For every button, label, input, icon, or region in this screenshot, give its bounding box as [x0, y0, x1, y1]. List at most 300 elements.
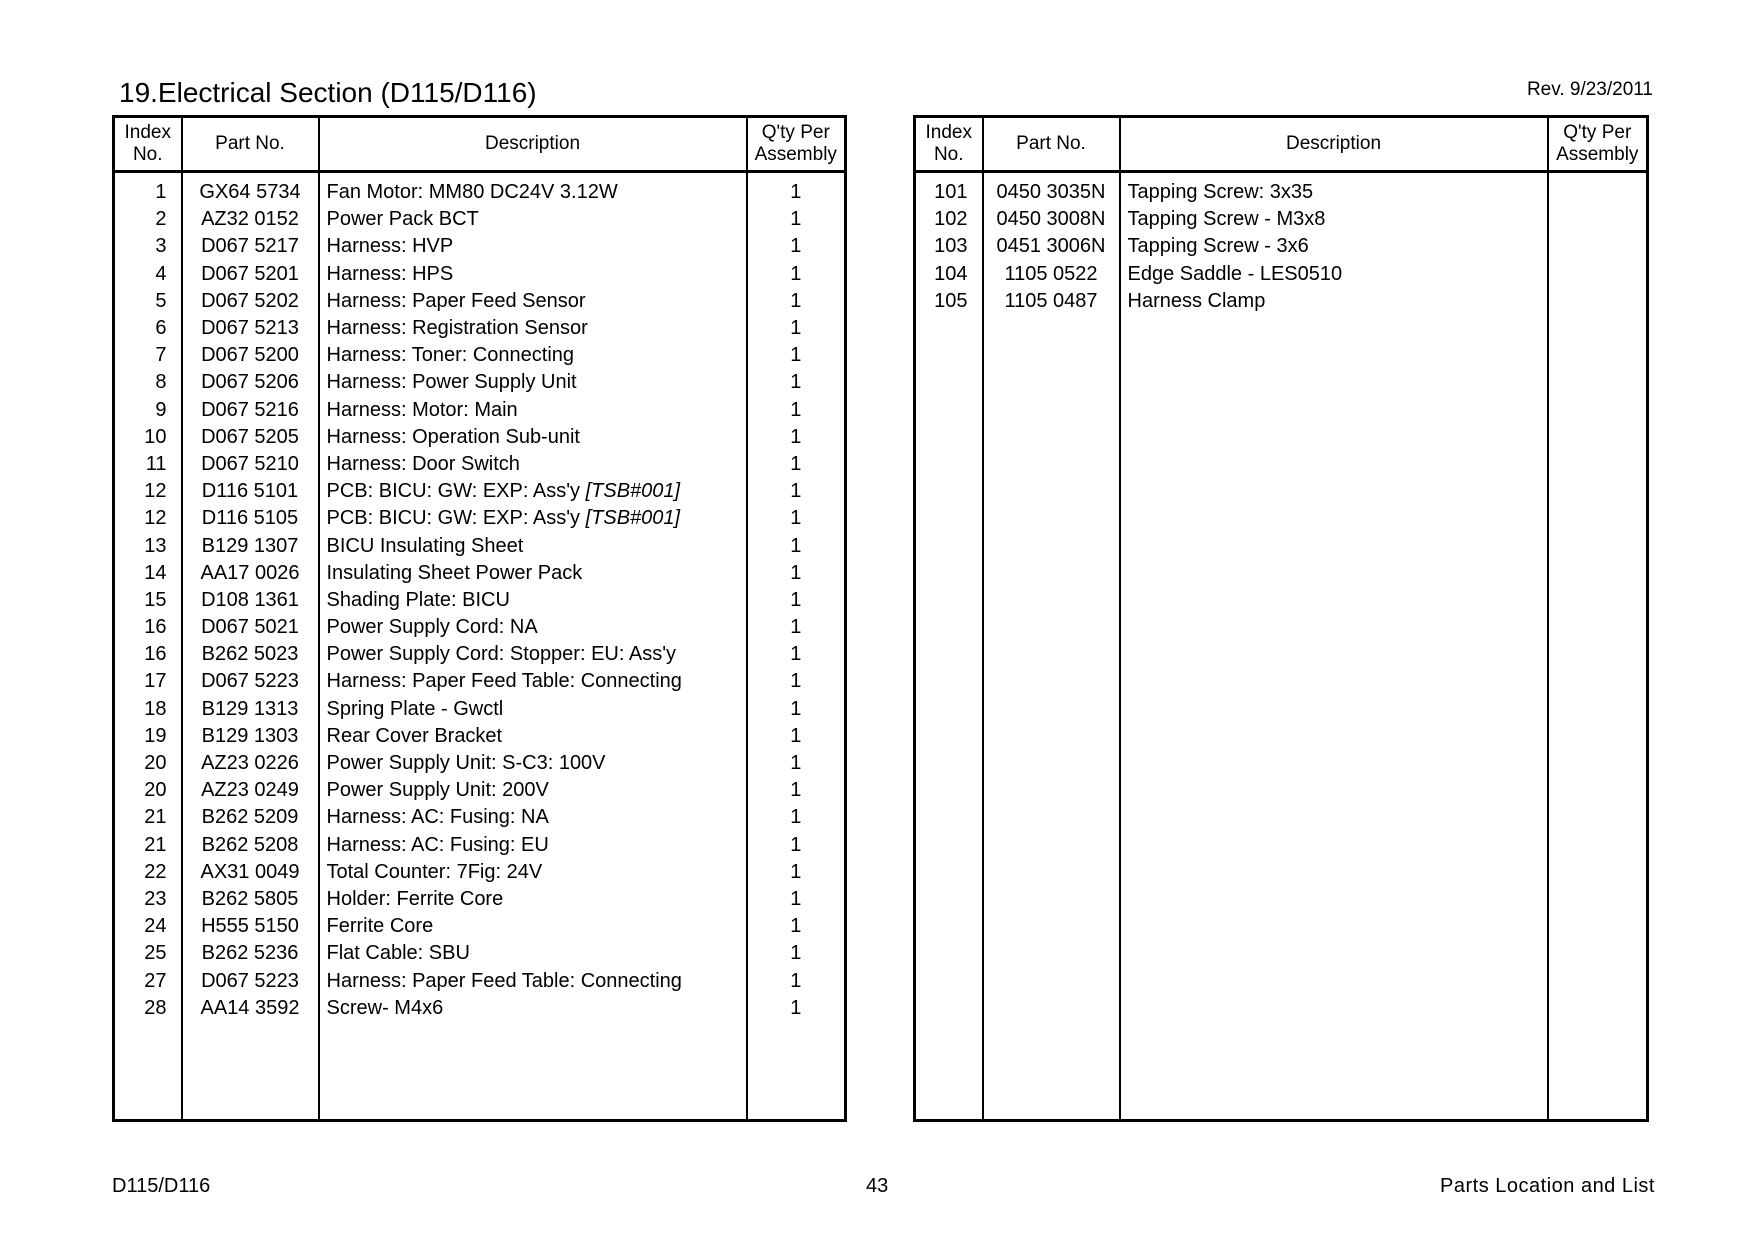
qty-cell-text: 1 [790, 480, 802, 503]
part-number-cell-text: 1105 0487 [1004, 289, 1098, 312]
part-number-cell-text: AX31 0049 [200, 860, 300, 883]
index-cell [114, 369, 182, 396]
part-number-cell [182, 261, 319, 288]
description-cell-text: Power Supply Cord: NA [326, 616, 538, 639]
description-cell [319, 424, 747, 451]
part-number-cell [182, 940, 319, 967]
qty-cell-text: 1 [790, 697, 802, 720]
description-cell-text: Power Supply Cord: Stopper: EU: Ass'y [326, 643, 677, 666]
description-cell [319, 315, 747, 342]
table-row [114, 505, 846, 532]
index-cell [114, 641, 182, 668]
table-row [114, 206, 846, 233]
qty-cell [747, 315, 846, 342]
empty-cell [915, 315, 983, 1121]
description-cell [319, 804, 747, 831]
description-cell [1120, 172, 1548, 207]
qty-cell-text: 1 [790, 262, 802, 285]
index-cell [114, 532, 182, 559]
table-row [114, 940, 846, 967]
description-cell-text: Harness: Toner: Connecting [326, 344, 575, 367]
index-cell-text: 101 [934, 181, 968, 204]
part-number-cell [983, 261, 1120, 288]
description-cell [319, 913, 747, 940]
qty-cell [747, 261, 846, 288]
qty-cell [747, 967, 846, 994]
index-cell-text: 6 [155, 317, 167, 340]
table-row [114, 424, 846, 451]
part-number-cell [182, 206, 319, 233]
part-number-cell [182, 696, 319, 723]
qty-cell [747, 560, 846, 587]
description-cell [319, 342, 747, 369]
qty-cell [747, 723, 846, 750]
description-cell [319, 560, 747, 587]
description-cell [1120, 233, 1548, 260]
index-cell [114, 940, 182, 967]
index-cell [114, 995, 182, 1022]
qty-cell-text: 1 [790, 616, 802, 639]
description-cell [319, 451, 747, 478]
description-cell [319, 478, 747, 505]
description-cell-text: Harness: Paper Feed Sensor [326, 289, 586, 312]
qty-cell-text: 1 [790, 996, 802, 1019]
table-row [114, 777, 846, 804]
index-cell [114, 424, 182, 451]
description-cell-text: Harness: Paper Feed Table: Connecting [326, 969, 682, 992]
part-number-cell-text: AZ32 0152 [201, 208, 299, 231]
part-number-cell-text: D116 5101 [201, 480, 299, 503]
part-number-cell-text: B262 5023 [201, 643, 299, 666]
qty-cell [1548, 288, 1648, 315]
description-cell [319, 587, 747, 614]
part-number-cell-text: D067 5213 [201, 317, 299, 340]
qty-cell [747, 172, 846, 207]
index-cell [114, 886, 182, 913]
footer-model: D115/D116 [112, 1175, 211, 1197]
index-cell-text: 10 [144, 425, 167, 448]
qty-cell-text: 1 [790, 398, 802, 421]
table-row [114, 913, 846, 940]
description-cell-text: Harness: Motor: Main [326, 398, 518, 421]
description-cell-text: PCB: BICU: GW: EXP: Ass'y [326, 480, 581, 503]
table-row [114, 614, 846, 641]
index-cell-text: 102 [934, 208, 968, 231]
description-cell-text: Ferrite Core [326, 915, 434, 938]
table-row [114, 532, 846, 559]
qty-cell [747, 614, 846, 641]
parts-table-left-body [114, 172, 846, 1121]
description-cell [319, 995, 747, 1022]
index-column-header: Index No. [915, 117, 983, 172]
index-cell [114, 723, 182, 750]
table-header-row [114, 117, 846, 172]
index-cell-text: 4 [155, 262, 167, 285]
revision-date: Rev. 9/23/2011 [1526, 79, 1653, 100]
empty-cell [747, 1022, 846, 1120]
description-cell-text: Harness: Operation Sub-unit [326, 425, 580, 448]
index-cell [114, 451, 182, 478]
description-cell [319, 696, 747, 723]
index-cell [114, 233, 182, 260]
part-number-cell [182, 913, 319, 940]
qty-cell [747, 342, 846, 369]
qty-cell [747, 913, 846, 940]
parts-table-left [112, 115, 847, 1122]
part-number-cell-text: GX64 5734 [199, 181, 301, 204]
table-row [114, 342, 846, 369]
part-number-cell [182, 233, 319, 260]
index-cell [114, 206, 182, 233]
part-number-cell [182, 995, 319, 1022]
table-row [114, 750, 846, 777]
description-cell [319, 233, 747, 260]
index-cell [114, 750, 182, 777]
part-number-cell-text: D108 1361 [201, 588, 299, 611]
tsb-note: [TSB#001] [585, 507, 681, 530]
empty-cell [114, 1022, 182, 1120]
part-number-cell [983, 233, 1120, 260]
part-number-cell-text: B129 1307 [201, 534, 299, 557]
index-cell-text: 20 [144, 752, 167, 775]
qty-cell [747, 451, 846, 478]
table-row [114, 172, 846, 207]
description-cell [319, 505, 747, 532]
part-number-cell [182, 723, 319, 750]
index-cell-text: 12 [144, 507, 167, 530]
qty-cell-text: 1 [790, 371, 802, 394]
index-cell-text: 21 [144, 833, 167, 856]
description-cell-text: Power Supply Unit: 200V [326, 779, 549, 802]
qty-cell [747, 696, 846, 723]
index-cell-text: 2 [155, 208, 167, 231]
part-number-cell [182, 750, 319, 777]
description-cell-text: Tapping Screw - M3x8 [1127, 208, 1326, 231]
index-cell-text: 25 [144, 942, 167, 965]
description-cell-text: Harness: Door Switch [326, 452, 520, 475]
description-cell [1120, 288, 1548, 315]
description-cell [319, 641, 747, 668]
index-cell-text: 14 [144, 561, 167, 584]
description-cell [319, 532, 747, 559]
index-cell-text: 17 [144, 670, 167, 693]
qty-cell-text: 1 [790, 588, 802, 611]
part-number-cell [182, 478, 319, 505]
index-cell [114, 804, 182, 831]
description-cell [319, 288, 747, 315]
index-cell-text: 12 [144, 480, 167, 503]
description-cell [319, 859, 747, 886]
qty-cell-text: 1 [790, 860, 802, 883]
part-number-cell-text: D067 5223 [201, 969, 299, 992]
qty-cell [747, 832, 846, 859]
index-cell [915, 288, 983, 315]
description-cell-text: Power Pack BCT [326, 208, 479, 231]
qty-cell-text: 1 [790, 561, 802, 584]
part-number-cell-text: D067 5201 [201, 262, 299, 285]
qty-cell-text: 1 [790, 452, 802, 475]
part-number-cell [182, 397, 319, 424]
index-cell [114, 696, 182, 723]
empty-cell [1120, 315, 1548, 1121]
index-cell [915, 261, 983, 288]
index-cell-text: 11 [145, 452, 167, 475]
part-number-cell [983, 206, 1120, 233]
index-cell [114, 913, 182, 940]
table-filler-row [114, 1022, 846, 1120]
index-cell [114, 777, 182, 804]
empty-cell [1548, 315, 1648, 1121]
index-cell [114, 172, 182, 207]
empty-cell [319, 1022, 747, 1120]
index-cell-text: 105 [934, 289, 968, 312]
part-number-cell [182, 424, 319, 451]
table-row [114, 478, 846, 505]
qty-cell-text: 1 [790, 235, 802, 258]
index-cell-text: 104 [934, 262, 968, 285]
part-number-cell [182, 342, 319, 369]
table-row [915, 233, 1648, 260]
table-row [114, 587, 846, 614]
description-cell-text: Spring Plate - Gwctl [326, 697, 504, 720]
description-cell-text: BICU Insulating Sheet [326, 534, 524, 557]
index-cell-text: 27 [144, 969, 167, 992]
tsb-note: [TSB#001] [585, 480, 681, 503]
qty-cell [747, 777, 846, 804]
part-number-cell-text: 0450 3008N [996, 208, 1106, 231]
part-column-header: Part No. [182, 117, 319, 172]
description-cell [319, 723, 747, 750]
part-number-cell [182, 172, 319, 207]
index-cell [915, 233, 983, 260]
description-cell [319, 261, 747, 288]
part-number-cell [182, 451, 319, 478]
index-cell [114, 668, 182, 695]
index-cell-text: 16 [144, 616, 167, 639]
qty-cell-text: 1 [790, 942, 802, 965]
table-row [915, 288, 1648, 315]
part-number-cell [182, 859, 319, 886]
part-number-cell [182, 587, 319, 614]
description-cell-text: Screw- M4x6 [326, 996, 444, 1019]
part-number-cell [182, 505, 319, 532]
qty-cell [747, 369, 846, 396]
qty-cell [747, 587, 846, 614]
part-number-cell-text: AA17 0026 [200, 561, 300, 584]
part-number-cell-text: 0451 3006N [996, 235, 1106, 258]
qty-cell-text: 1 [790, 507, 802, 530]
table-row [915, 206, 1648, 233]
table-row [114, 832, 846, 859]
index-cell [114, 967, 182, 994]
index-cell-text: 20 [144, 779, 167, 802]
qty-cell-text: 1 [790, 969, 802, 992]
part-number-cell [182, 804, 319, 831]
table-row [114, 859, 846, 886]
table-row [114, 397, 846, 424]
footer-page-number: 43 [866, 1175, 889, 1197]
part-number-cell-text: B262 5208 [201, 833, 299, 856]
description-cell-text: Rear Cover Bracket [326, 724, 503, 747]
qty-cell-text: 1 [790, 317, 802, 340]
table-row [114, 315, 846, 342]
index-cell-text: 21 [144, 806, 167, 829]
qty-cell [747, 940, 846, 967]
description-cell-text: Insulating Sheet Power Pack [326, 561, 583, 584]
qty-cell-text: 1 [790, 344, 802, 367]
part-number-cell-text: B262 5209 [201, 806, 299, 829]
qty-cell-text: 1 [790, 208, 802, 231]
qty-cell-text: 1 [790, 752, 802, 775]
table-row [114, 288, 846, 315]
index-cell [114, 859, 182, 886]
part-number-cell [182, 668, 319, 695]
index-cell-text: 16 [144, 643, 167, 666]
description-cell-text: Tapping Screw - 3x6 [1127, 235, 1309, 258]
index-cell [114, 832, 182, 859]
empty-cell [182, 1022, 319, 1120]
description-cell [319, 369, 747, 396]
qty-cell [747, 505, 846, 532]
index-cell [114, 614, 182, 641]
index-cell-text: 3 [155, 235, 167, 258]
part-number-cell-text: 1105 0522 [1004, 262, 1098, 285]
description-cell [319, 172, 747, 207]
part-number-cell-text: D067 5205 [201, 425, 299, 448]
description-cell-text: Tapping Screw: 3x35 [1127, 181, 1314, 204]
qty-cell [747, 424, 846, 451]
index-cell-text: 19 [144, 724, 167, 747]
description-cell [319, 750, 747, 777]
description-cell [1120, 261, 1548, 288]
description-cell [319, 967, 747, 994]
qty-cell [747, 478, 846, 505]
description-cell [319, 940, 747, 967]
footer-section-name: Parts Location and List [1440, 1175, 1655, 1197]
qty-cell-text: 1 [790, 289, 802, 312]
table-row [114, 261, 846, 288]
index-cell [114, 315, 182, 342]
qty-cell-text: 1 [790, 534, 802, 557]
description-cell [319, 614, 747, 641]
index-cell-text: 9 [155, 398, 167, 421]
table-row [114, 668, 846, 695]
qty-column-header: Q'ty Per Assembly [747, 117, 846, 172]
part-number-cell [182, 886, 319, 913]
qty-column-header: Q'ty Per Assembly [1548, 117, 1648, 172]
qty-cell [747, 532, 846, 559]
description-cell-text: Total Counter: 7Fig: 24V [326, 860, 543, 883]
qty-cell [747, 233, 846, 260]
part-number-cell-text: D067 5200 [201, 344, 299, 367]
description-cell-text: Harness: HPS [326, 262, 454, 285]
index-column-header: Index No. [114, 117, 182, 172]
table-row [915, 172, 1648, 207]
index-cell-text: 13 [144, 534, 167, 557]
table-row [114, 886, 846, 913]
index-cell [915, 172, 983, 207]
table-row [114, 995, 846, 1022]
table-row [114, 451, 846, 478]
index-cell-text: 5 [155, 289, 167, 312]
description-cell-text: Holder: Ferrite Core [326, 887, 504, 910]
index-cell [915, 206, 983, 233]
qty-cell [747, 641, 846, 668]
description-cell-text: Harness: AC: Fusing: EU [326, 833, 549, 856]
part-number-cell [182, 777, 319, 804]
description-cell-text: Harness: HVP [326, 235, 454, 258]
qty-cell [747, 859, 846, 886]
part-number-cell-text: B262 5805 [201, 887, 299, 910]
table-row [114, 723, 846, 750]
index-cell [114, 478, 182, 505]
description-cell-text: Flat Cable: SBU [326, 942, 470, 965]
qty-cell-text: 1 [790, 833, 802, 856]
table-row [114, 967, 846, 994]
index-cell-text: 22 [144, 860, 167, 883]
index-cell-text: 103 [934, 235, 968, 258]
index-cell [114, 505, 182, 532]
index-cell [114, 261, 182, 288]
description-cell-text: Harness: Paper Feed Table: Connecting [326, 670, 682, 693]
qty-cell [747, 995, 846, 1022]
qty-cell [747, 206, 846, 233]
description-cell [319, 777, 747, 804]
index-cell [114, 560, 182, 587]
table-row [114, 369, 846, 396]
description-cell-text: Harness Clamp [1127, 289, 1266, 312]
part-number-cell [182, 832, 319, 859]
part-number-cell-text: B129 1313 [201, 697, 299, 720]
qty-cell-text: 1 [790, 425, 802, 448]
description-column-header: Description [319, 117, 747, 172]
description-cell-text: Harness: Registration Sensor [326, 317, 588, 340]
index-cell [114, 587, 182, 614]
qty-cell [1548, 206, 1648, 233]
part-number-cell-text: AZ23 0226 [201, 752, 299, 775]
part-number-cell-text: AA14 3592 [200, 996, 300, 1019]
index-cell-text: 8 [155, 371, 167, 394]
part-number-cell-text: B262 5236 [201, 942, 299, 965]
description-cell [319, 206, 747, 233]
description-cell-text: Edge Saddle - LES0510 [1127, 262, 1343, 285]
qty-cell-text: 1 [790, 806, 802, 829]
part-number-cell [182, 614, 319, 641]
qty-cell [747, 397, 846, 424]
part-number-cell [182, 369, 319, 396]
description-cell [1120, 206, 1548, 233]
index-cell-text: 15 [144, 588, 167, 611]
index-cell-text: 1 [155, 181, 167, 204]
index-cell-text: 7 [155, 344, 167, 367]
qty-cell-text: 1 [790, 915, 802, 938]
description-cell-text: Harness: AC: Fusing: NA [326, 806, 549, 829]
part-number-cell-text: B129 1303 [201, 724, 299, 747]
qty-cell-text: 1 [790, 181, 802, 204]
part-number-cell [983, 172, 1120, 207]
description-cell-text: Shading Plate: BICU [326, 588, 510, 611]
table-row [915, 261, 1648, 288]
part-number-cell-text: H555 5150 [201, 915, 299, 938]
description-cell [319, 832, 747, 859]
part-number-cell-text: D067 5206 [201, 371, 299, 394]
index-cell [114, 342, 182, 369]
table-row [114, 233, 846, 260]
table-header-row [915, 117, 1648, 172]
part-number-cell-text: D067 5216 [201, 398, 299, 421]
part-number-cell-text: D067 5217 [201, 235, 299, 258]
table-filler-row [915, 315, 1648, 1121]
